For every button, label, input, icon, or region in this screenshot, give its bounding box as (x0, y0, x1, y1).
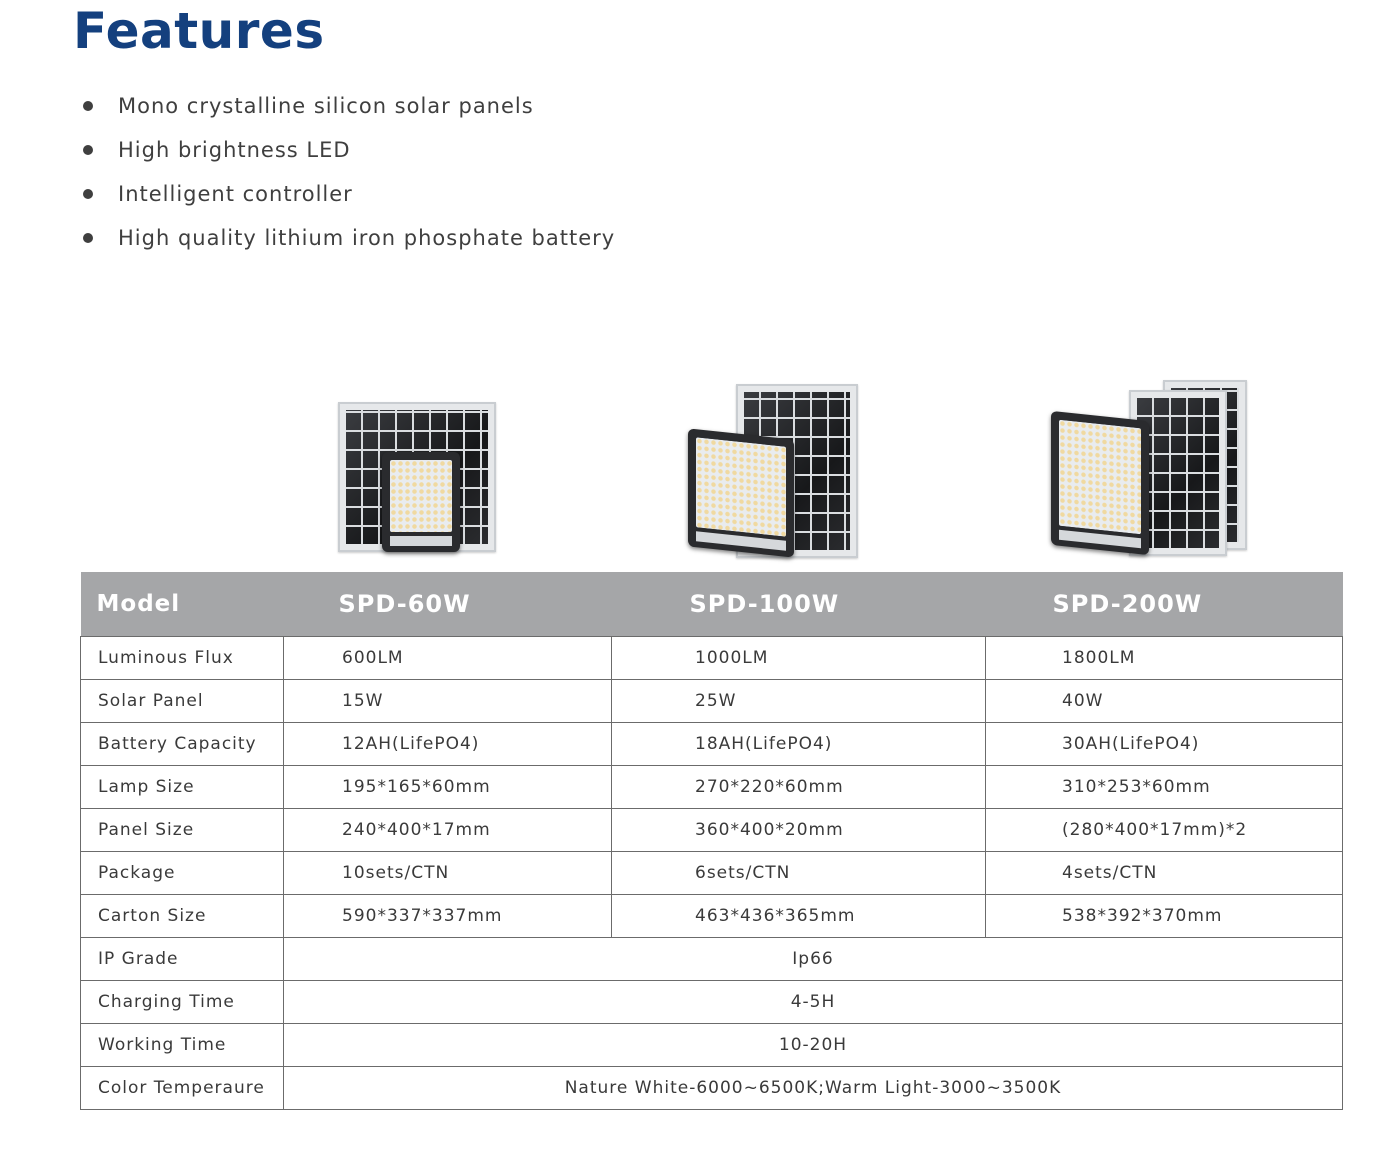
row-label: Working Time (81, 1024, 284, 1067)
table-cell: 195*165*60mm (284, 766, 612, 809)
row-label: Carton Size (81, 895, 284, 938)
table-cell: 6sets/CTN (612, 852, 986, 895)
table-cell: 10sets/CTN (284, 852, 612, 895)
table-cell: 310*253*60mm (986, 766, 1343, 809)
bullet-icon (83, 101, 93, 111)
table-row (81, 680, 1343, 723)
header-model-spd-200w: SPD-200W (986, 572, 1343, 637)
row-label: Color Temperaure (81, 1067, 284, 1110)
table-cell: (280*400*17mm)*2 (986, 809, 1343, 852)
table-cell: 15W (284, 680, 612, 723)
page-title: Features (73, 2, 325, 60)
features-list (80, 84, 615, 260)
table-cell: 360*400*20mm (612, 809, 986, 852)
table-row (81, 809, 1343, 852)
table-cell: 4sets/CTN (986, 852, 1343, 895)
bullet-icon (83, 145, 93, 155)
table-cell: 1800LM (986, 637, 1343, 680)
bullet-icon (83, 233, 93, 243)
product-image-spd-200w (1045, 378, 1255, 563)
feature-text: Mono crystalline silicon solar panels (118, 94, 534, 118)
row-label: Charging Time (81, 981, 284, 1024)
header-model-spd-60w: SPD-60W (284, 572, 612, 637)
flood-lamp-image (1051, 411, 1149, 555)
row-label: Luminous Flux (81, 637, 284, 680)
feature-text: High brightness LED (118, 138, 351, 162)
table-cell: 1000LM (612, 637, 986, 680)
feature-item (80, 216, 615, 260)
table-row (81, 852, 1343, 895)
product-image-spd-100w (680, 380, 870, 565)
product-image-spd-60w (336, 400, 506, 560)
row-label: IP Grade (81, 938, 284, 981)
table-cell: 30AH(LifePO4) (986, 723, 1343, 766)
feature-item (80, 172, 615, 216)
table-cell-shared: 4-5H (284, 981, 1343, 1024)
table-row (81, 766, 1343, 809)
table-header-row (81, 572, 1343, 637)
row-label: Package (81, 852, 284, 895)
table-row (81, 1067, 1343, 1110)
row-label: Solar Panel (81, 680, 284, 723)
table-cell: 590*337*337mm (284, 895, 612, 938)
feature-text: High quality lithium iron phosphate battery (118, 226, 616, 250)
table-cell: 600LM (284, 637, 612, 680)
flood-lamp-image (382, 452, 460, 552)
row-label: Lamp Size (81, 766, 284, 809)
table-cell: 538*392*370mm (986, 895, 1343, 938)
table-cell: 25W (612, 680, 986, 723)
table-cell: 18AH(LifePO4) (612, 723, 986, 766)
feature-text: Intelligent controller (118, 182, 353, 206)
spec-table (80, 572, 1343, 1110)
flood-lamp-image (688, 428, 794, 557)
feature-item (80, 84, 615, 128)
header-model-label: Model (81, 572, 284, 637)
bullet-icon (83, 189, 93, 199)
table-cell: 463*436*365mm (612, 895, 986, 938)
table-cell-shared: Ip66 (284, 938, 1343, 981)
table-cell-shared: Nature White-6000~6500K;Warm Light-3000~3500K (284, 1067, 1343, 1110)
feature-item (80, 128, 615, 172)
row-label: Battery Capacity (81, 723, 284, 766)
table-cell: 240*400*17mm (284, 809, 612, 852)
table-row (81, 1024, 1343, 1067)
table-row (81, 938, 1343, 981)
header-model-spd-100w: SPD-100W (612, 572, 986, 637)
table-row (81, 895, 1343, 938)
table-row (81, 637, 1343, 680)
table-cell: 40W (986, 680, 1343, 723)
table-cell: 270*220*60mm (612, 766, 986, 809)
table-row (81, 981, 1343, 1024)
table-cell-shared: 10-20H (284, 1024, 1343, 1067)
row-label: Panel Size (81, 809, 284, 852)
table-cell: 12AH(LifePO4) (284, 723, 612, 766)
table-row (81, 723, 1343, 766)
